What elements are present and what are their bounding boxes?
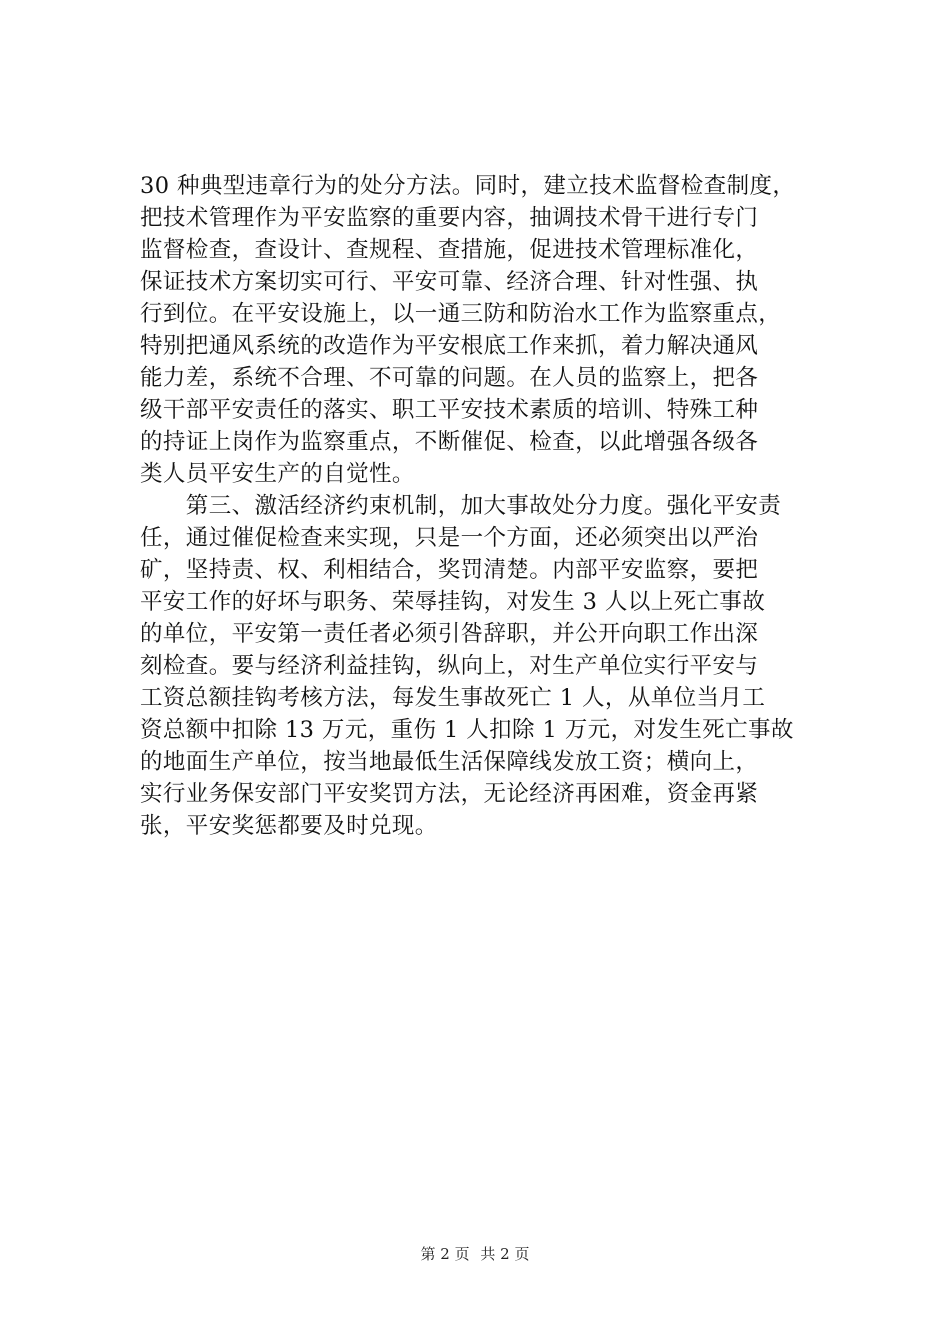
text-line: 特别把通风系统的改造作为平安根底工作来抓，着力解决通风 <box>140 333 759 359</box>
text-line: 矿，坚持责、权、利相结合，奖罚清楚。内部平安监察，要把 <box>140 557 759 583</box>
text-line: 类人员平安生产的自觉性。 <box>140 461 415 487</box>
body-text <box>140 170 830 842</box>
text-line: 保证技术方案切实可行、平安可靠、经济合理、针对性强、执 <box>140 269 759 295</box>
text-line: 张，平安奖惩都要及时兑现。 <box>140 813 438 839</box>
text-line: 的持证上岗作为监察重点，不断催促、检查，以此增强各级各 <box>140 429 759 455</box>
text-line: 把技术管理作为平安监察的重要内容，抽调技术骨干进行专门 <box>140 205 759 231</box>
text-line: 平安工作的好坏与职务、荣辱挂钩，对发生 3 人以上死亡事故 <box>140 589 766 615</box>
page-footer <box>0 1244 950 1264</box>
text-line: 监督检查，查设计、查规程、查措施，促进技术管理标准化， <box>140 237 759 263</box>
text-line: 第三、激活经济约束机制，加大事故处分力度。强化平安责 <box>140 493 782 519</box>
text-line: 工资总额挂钩考核方法，每发生事故死亡 1 人，从单位当月工 <box>140 685 766 711</box>
text-line: 30 种典型违章行为的处分方法。同时，建立技术监督检查制度， <box>140 173 796 199</box>
text-line: 能力差，系统不合理、不可靠的问题。在人员的监察上，把各 <box>140 365 759 391</box>
text-line: 任，通过催促检查来实现，只是一个方面，还必须突出以严治 <box>140 525 759 551</box>
text-line: 资总额中扣除 13 万元，重伤 1 人扣除 1 万元，对发生死亡事故 <box>140 717 794 743</box>
text-line: 实行业务保安部门平安奖罚方法，无论经济再困难，资金再紧 <box>140 781 759 807</box>
page-number-total: 共 2 页 <box>480 1245 530 1263</box>
text-line: 的单位，平安第一责任者必须引咎辞职，并公开向职工作出深 <box>140 621 759 647</box>
text-line: 的地面生产单位，按当地最低生活保障线发放工资；横向上， <box>140 749 759 775</box>
text-line: 级干部平安责任的落实、职工平安技术素质的培训、特殊工种 <box>140 397 759 423</box>
page-number-current: 第 2 页 <box>420 1245 470 1263</box>
text-line: 刻检查。要与经济利益挂钩，纵向上，对生产单位实行平安与 <box>140 653 759 679</box>
text-line: 行到位。在平安设施上，以一通三防和防治水工作为监察重点， <box>140 301 782 327</box>
